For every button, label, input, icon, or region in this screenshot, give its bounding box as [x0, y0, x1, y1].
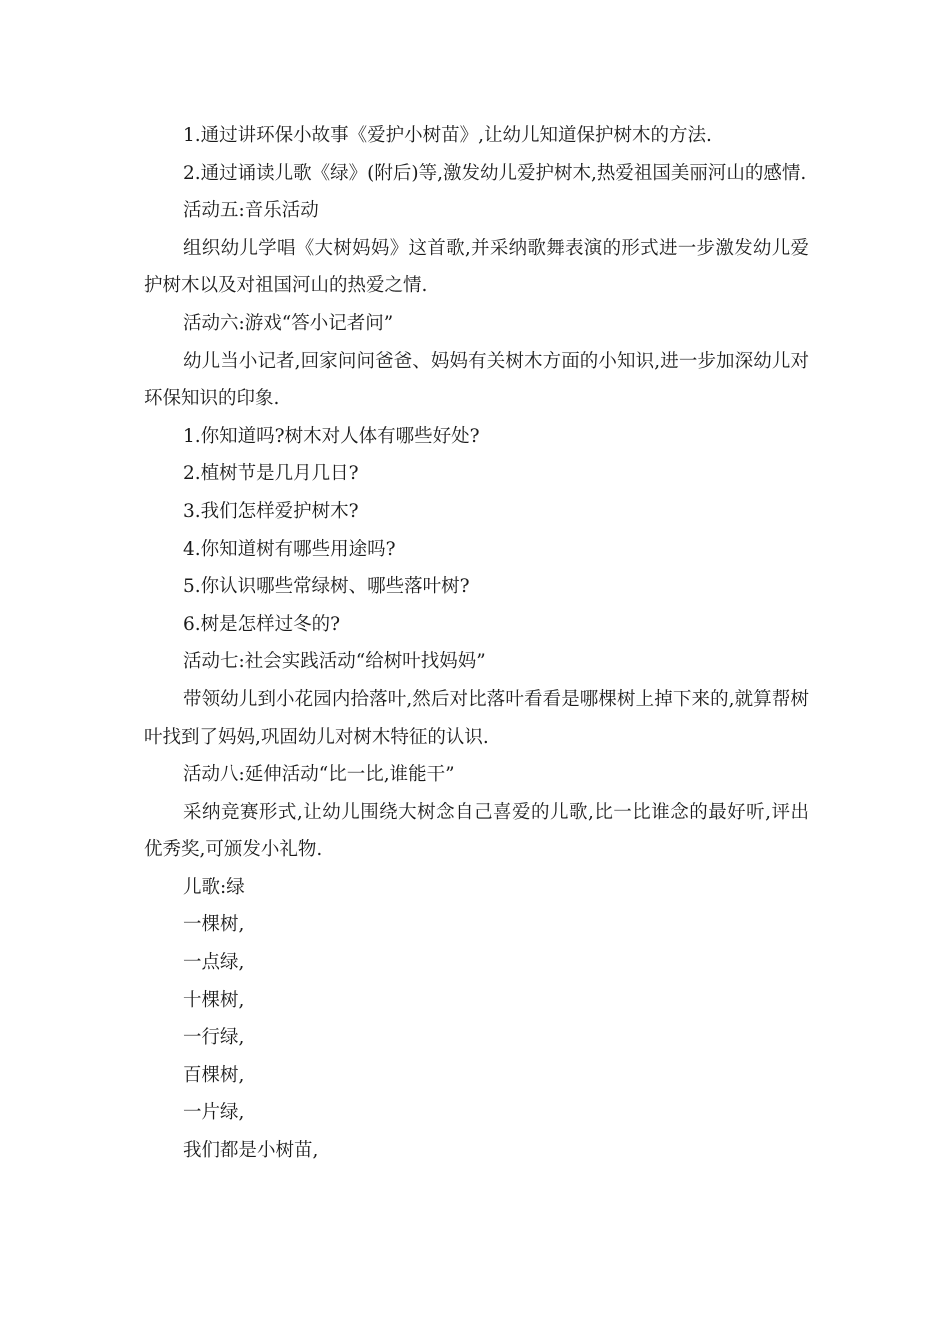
paragraph: 2.通过诵读儿歌《绿》(附后)等,激发幼儿爱护树木,热爱祖国美丽河山的感情.	[183, 162, 807, 184]
paragraph: 带领幼儿到小花园内拾落叶,然后对比落叶看看是哪棵树上掉下来的,就算帮树叶找到了妈妈,巩固幼儿对树木特征的认识.	[144, 688, 809, 748]
poem-line: 一片绿,	[183, 1102, 245, 1124]
question-item: 5.你认识哪些常绿树、哪些落叶树?	[183, 576, 470, 598]
paragraph: 幼儿当小记者,回家问问爸爸、妈妈有关树木方面的小知识,进一步加深幼儿对环保知识的印象.	[144, 350, 809, 410]
question-item: 4.你知道树有哪些用途吗?	[183, 538, 396, 560]
poem-line: 我们都是小树苗,	[183, 1140, 319, 1162]
heading-activity-5: 活动五:音乐活动	[183, 200, 319, 222]
heading-activity-6: 活动六:游戏“答小记者问”	[183, 312, 394, 334]
heading-activity-8: 活动八:延伸活动“比一比,谁能干”	[183, 764, 455, 786]
poem-line: 一点绿,	[183, 952, 245, 974]
question-item: 3.我们怎样爱护树木?	[183, 500, 359, 522]
poem-title: 儿歌:绿	[183, 876, 245, 898]
paragraph: 1.通过讲环保小故事《爱护小树苗》,让幼儿知道保护树木的方法.	[183, 125, 712, 146]
question-item: 2.植树节是几月几日?	[183, 463, 359, 485]
poem-line: 一行绿,	[183, 1027, 245, 1049]
heading-activity-7: 活动七:社会实践活动“给树叶找妈妈”	[183, 651, 486, 673]
question-item: 1.你知道吗?树木对人体有哪些好处?	[183, 425, 480, 447]
paragraph: 采纳竞赛形式,让幼儿围绕大树念自己喜爱的儿歌,比一比谁念的最好听,评出优秀奖,可颁发小礼物.	[144, 801, 809, 861]
poem-line: 一棵树,	[183, 914, 245, 936]
question-item: 6.树是怎样过冬的?	[183, 613, 341, 635]
document-body	[144, 117, 809, 1170]
poem-line: 百棵树,	[183, 1064, 245, 1086]
paragraph: 组织幼儿学唱《大树妈妈》这首歌,并采纳歌舞表演的形式进一步激发幼儿爱护树木以及对祖国河山的热爱之情.	[144, 237, 809, 297]
poem-line: 十棵树,	[183, 989, 245, 1011]
